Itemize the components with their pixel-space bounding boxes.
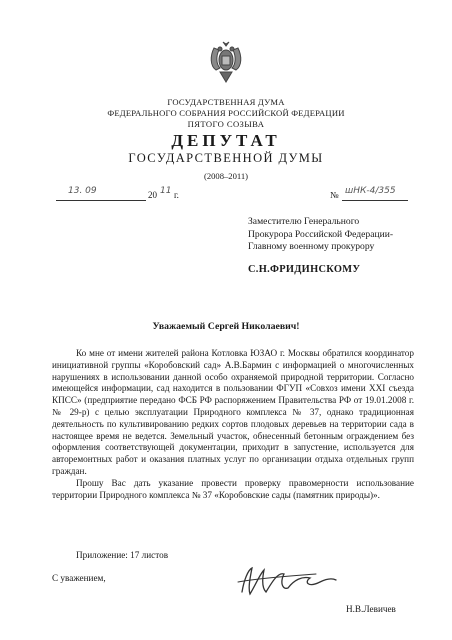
letter-body	[52, 348, 414, 501]
signer-name: Н.В.Левичев	[346, 604, 396, 614]
header-duma: ГОСУДАРСТВЕННАЯ ДУМА	[167, 97, 285, 107]
signature-icon	[230, 562, 340, 602]
addressee-block	[248, 216, 448, 254]
date-underline	[56, 200, 146, 201]
body-paragraph: Ко мне от имени жителей района Котловка ЮЗАО г. Москвы обратился координатор инициативной группы «Коробовский сад» А.В.Бармин с информацией о многочисленных нарушениях в использовании данной особо охраняемой природной территории. Согласно имеющейся информации, сад находится в пользовании ФГУП «Совхоз имени XXI съезда КПСС» (предприятие передано ФСБ РФ распоряжением Правительства РФ от 19.01.2008 г. № 29-р) с целью эксплуатации Природного комплекса № 37, однако традиционная деятельность по культивированию редких сортов плодовых деревьев на территории сада в настоящее время не ведется. Земельный участок, обнесенный бетонным ограждением без оформления соответствующей документации, приходит в запустение, используется для авторемонтных работ и оказания платных услуг по организации отдыха отдельных групп граждан.	[52, 348, 414, 476]
header-federal-assembly: ФЕДЕРАЛЬНОГО СОБРАНИЯ РОССИЙСКОЙ ФЕДЕРАЦИИ	[107, 108, 345, 118]
date-handwritten: 13. 09	[68, 186, 97, 196]
year-handwritten: 11	[160, 186, 172, 196]
recipient-name: С.Н.ФРИДИНСКОМУ	[248, 264, 361, 275]
page-title: ДЕПУТАТ	[171, 131, 281, 150]
salutation: Уважаемый Сергей Николаевич!	[152, 321, 300, 332]
year-suffix: г.	[174, 190, 179, 200]
number-handwritten: шНК-4/355	[345, 186, 396, 196]
year-prefix: 20	[148, 190, 157, 200]
body-paragraph: Прошу Вас дать указание провести проверку правомерности использование территории Природного комплекса № 37 «Коробовские сады (памятник природы)».	[52, 477, 414, 500]
attachment-note: Приложение: 17 листов	[76, 550, 169, 560]
page-subtitle: ГОСУДАРСТВЕННОЙ ДУМЫ	[128, 151, 324, 165]
number-underline	[342, 200, 408, 201]
addressee-line: Прокурора Российской Федерации-	[248, 228, 394, 240]
header-convocation: ПЯТОГО СОЗЫВА	[187, 119, 265, 129]
number-label: №	[330, 190, 339, 200]
closing: С уважением,	[52, 573, 106, 583]
term-years: (2008–2011)	[203, 171, 249, 181]
coat-of-arms-icon	[206, 40, 246, 86]
addressee-line: Заместителю Генерального	[248, 216, 360, 227]
addressee-line: Главному военному прокурору	[248, 241, 375, 252]
